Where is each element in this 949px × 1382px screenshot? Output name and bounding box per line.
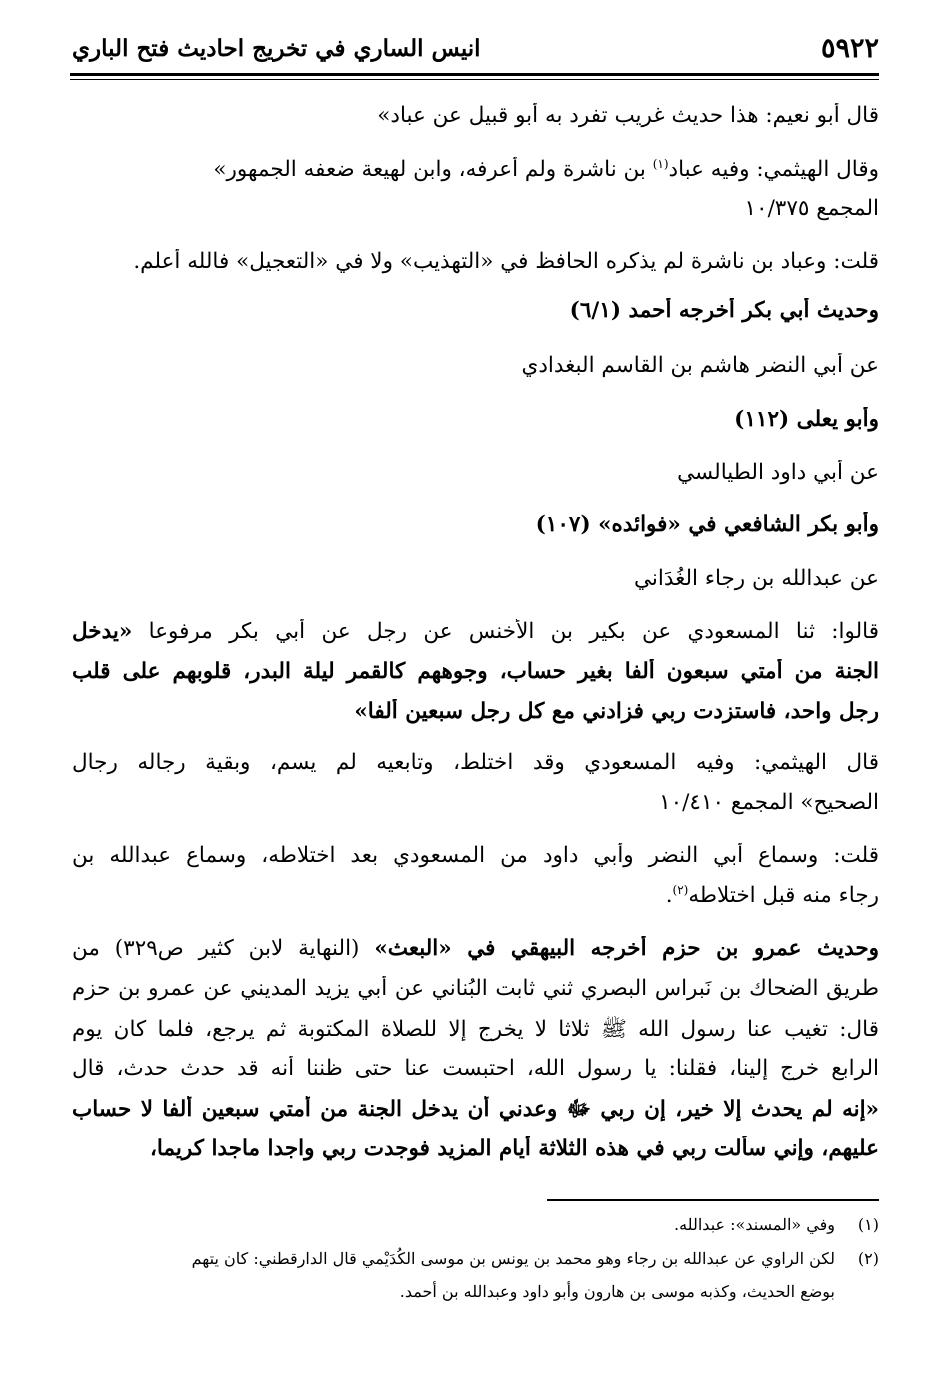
text-line: وقال الهيثمي: وفيه عباد$^{(١)}$ بن ناشرة ولم أعرفه، وابن لهيعة ضعفه الجمهور» xyxy=(213,157,879,183)
text-line: قال أبو نعيم: هذا حديث غريب تفرد به أبو قبيل عن عباد» xyxy=(377,103,879,128)
text-line: رجل واحد، فاستزدت ربي فزادني مع كل رجل سبعين ألفا» xyxy=(354,699,879,724)
footnote-separator xyxy=(547,1199,879,1201)
running-title: انيس الساري في تخريج احاديث فتح الباري xyxy=(72,34,481,62)
text-line: وحديث أبي بكر أخرجه أحمد (٦/١) xyxy=(569,298,879,323)
footnote-text: بوضع الحديث، وكذبه موسى بن هارون وأبو داود وعبدالله بن أحمد. xyxy=(399,1282,835,1301)
text-line: رجاء منه قبل اختلاطه$^{(٢)}$. xyxy=(665,883,879,909)
footnote-number: (١) xyxy=(857,1215,879,1234)
header-rule-thin xyxy=(70,79,879,80)
text-line: «إنه لم يحدث إلا خير، إن ربي ﷻ وعدني أن يدخل الجنة من أمتي سبعين ألفا لا حساب xyxy=(72,1097,879,1122)
footnote-ref: (٢) xyxy=(672,883,689,897)
page-number: ٥٩٢٢ xyxy=(820,32,879,64)
footnote xyxy=(72,1249,879,1268)
page-header xyxy=(72,26,879,70)
text-line: عن أبي داود الطيالسي xyxy=(677,460,879,485)
footnote-ref: (١) xyxy=(652,157,669,171)
text-line: وأبو بكر الشافعي في «فوائده» (١٠٧) xyxy=(535,512,879,537)
text-line: عليهم، وإني سألت ربي في هذه الثلاثة أيام المزيد فوجدت ربي واجدا ماجدا كريما، xyxy=(149,1136,879,1161)
footnote-number: (٢) xyxy=(857,1249,879,1268)
text-line: وحديث عمرو بن حزم أخرجه البيهقي في «البعث» (النهاية لابن كثير ص٣٢٩) من xyxy=(72,936,879,961)
text-line: عن عبدالله بن رجاء الغُدَاني xyxy=(633,566,879,591)
header-rule xyxy=(70,73,879,76)
text-line: الجنة من أمتي سبعون ألفا بغير حساب، وجوههم كالقمر ليلة البدر، قلوبهم على قلب xyxy=(72,659,879,684)
footnote-text: لكن الراوي عن عبدالله بن رجاء وهو محمد بن يونس بن موسى الكُدَيْمي قال الدارقطني: كان يتهم xyxy=(191,1249,835,1268)
footnote-continuation xyxy=(72,1282,879,1301)
footnote-text: وفي «المسند»: عبدالله. xyxy=(674,1215,835,1234)
footnote xyxy=(72,1215,879,1234)
text-line: الصحيح» المجمع ١٠/٤١٠ xyxy=(659,790,879,815)
text-line: المجمع ١٠/٣٧٥ xyxy=(744,196,879,221)
text-line: عن أبي النضر هاشم بن القاسم البغدادي xyxy=(521,353,879,378)
text-line: قلت: وسماع أبي النضر وأبي داود من المسعودي بعد اختلاطه، وسماع عبدالله بن xyxy=(72,843,879,868)
text-line: قال: تغيب عنا رسول الله ﷺ ثلاثا لا يخرج إلا للصلاة المكتوبة ثم يرجع، فلما كان يوم xyxy=(72,1017,879,1042)
text-line: قالوا: ثنا المسعودي عن بكير بن الأخنس عن رجل عن أبي بكر مرفوعا «يدخل xyxy=(72,619,879,644)
text-line: قلت: وعباد بن ناشرة لم يذكره الحافظ في «التهذيب» ولا في «التعجيل» فالله أعلم. xyxy=(133,249,879,274)
text-line: قال الهيثمي: وفيه المسعودي وقد اختلط، وتابعيه لم يسم، وبقية رجاله رجال xyxy=(72,750,879,775)
text-line: وأبو يعلى (١١٢) xyxy=(734,407,879,432)
text-line: الرابع خرج إلينا، فقلنا: يا رسول الله، احتبست عنا حتى ظننا أنه قد حدث حدث، قال xyxy=(72,1056,879,1081)
text-line: طريق الضحاك بن نَبراس البصري ثني ثابت البُناني عن أبي يزيد المديني عن عمرو بن حزم xyxy=(72,976,879,1001)
